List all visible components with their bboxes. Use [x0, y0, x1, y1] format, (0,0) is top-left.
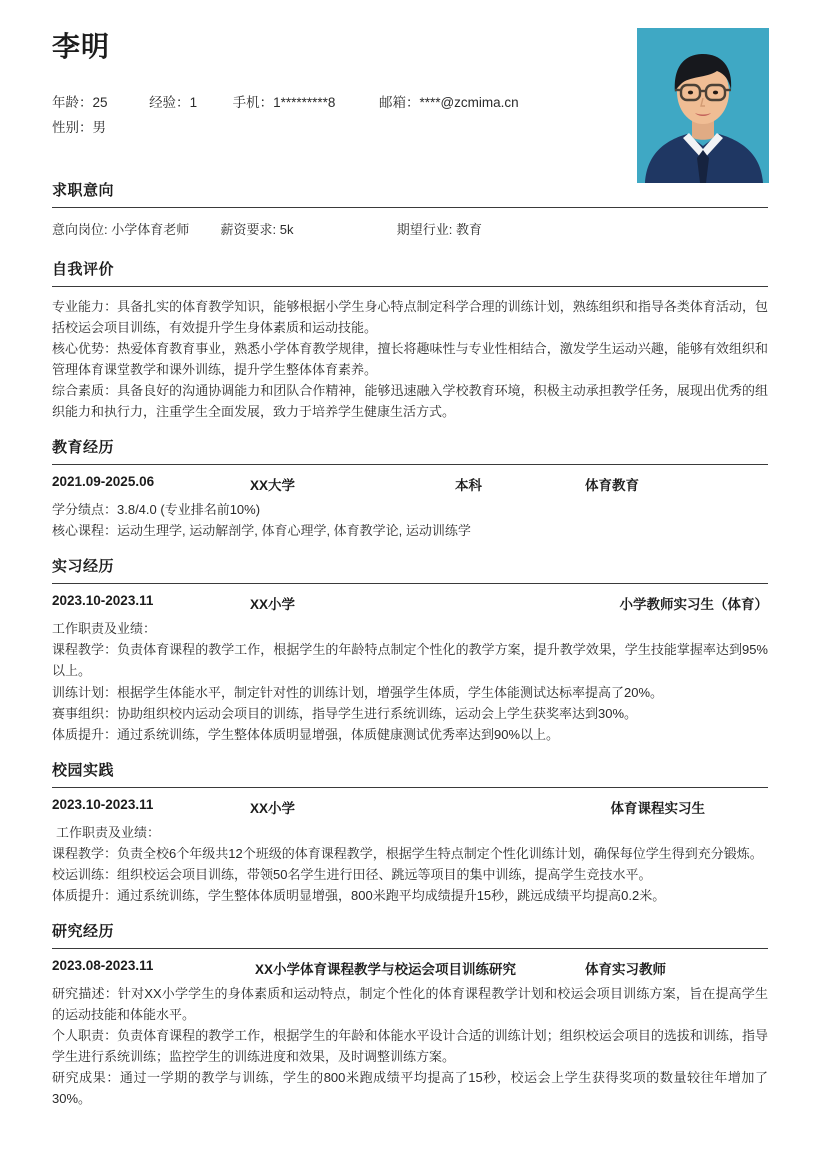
gender-label: 性别：	[52, 120, 93, 136]
email-field	[379, 90, 519, 116]
intent-salary-label: 薪资要求:	[220, 222, 277, 237]
section-divider	[52, 948, 768, 949]
section-divider	[52, 583, 768, 584]
internship-item: 训练计划：根据学生体能水平，制定针对性的训练计划，增强学生体质，学生体能测试达标率提高了20%。	[52, 684, 664, 700]
section-title-job-intent: 求职意向	[52, 182, 115, 199]
internship-entry-row	[52, 593, 768, 615]
section-divider	[52, 286, 768, 287]
internship-date: 2023.10-2023.11	[52, 593, 154, 609]
internship-item: 赛事组织：协助组织校内运动会项目的训练，指导学生进行系统训练，运动会上学生获奖率达到30%。	[52, 705, 638, 721]
email-value: ****@zcmima.cn	[419, 94, 519, 110]
experience-label: 经验：	[149, 94, 190, 110]
research-entry-row	[52, 958, 768, 980]
research-role: 体育实习教师	[585, 961, 666, 977]
age-value: 25	[92, 94, 108, 110]
phone-field	[233, 90, 336, 116]
education-date: 2021.09-2025.06	[52, 474, 155, 490]
section-divider	[52, 787, 768, 788]
internship-org: XX小学	[250, 597, 296, 613]
education-degree: 本科	[455, 478, 482, 494]
campus-practice-item: 课程教学：负责全校6个年级共12个班级的体育课程教学，根据学生特点制定个性化训练计划，确保每位学生得到充分锻炼。	[52, 845, 763, 861]
self-evaluation-paragraph: 专业能力：具备扎实的体育教学知识，能够根据小学生身心特点制定科学合理的训练计划，熟练组织和指导各类体育活动，包括校运会项目训练，有效提升学生身体素质和运动技能。	[52, 299, 768, 336]
section-campus-practice	[52, 759, 768, 906]
section-job-intent	[52, 179, 768, 244]
education-gpa: 学分绩点：3.8/4.0 (专业排名前10%)	[52, 502, 261, 518]
section-title-self-evaluation: 自我评价	[52, 261, 115, 278]
candidate-name: 李明	[52, 31, 111, 62]
job-intent-row	[52, 217, 768, 244]
intent-position-label: 意向岗位:	[52, 222, 108, 237]
experience-field	[149, 90, 197, 116]
phone-value: 1*********8	[273, 94, 336, 110]
intent-salary-value: 5k	[279, 222, 294, 237]
intent-industry-value: 教育	[456, 222, 483, 237]
section-internship	[52, 555, 768, 744]
campus-practice-date: 2023.10-2023.11	[52, 796, 154, 812]
candidate-photo	[637, 28, 769, 183]
portrait-illustration	[637, 28, 769, 183]
research-item: 研究成果：通过一学期的教学与训练，学生的800米跑成绩平均提高了15秒，校运会上学生获得奖项的数量较往年增加了30%。	[52, 1070, 768, 1107]
intent-position-value: 小学体育老师	[111, 222, 190, 237]
section-divider	[52, 464, 768, 465]
internship-item: 体质提升：通过系统训练，学生整体体质明显增强，体质健康测试优秀率达到90%以上。	[52, 726, 560, 742]
self-evaluation-paragraph: 核心优势：热爱体育教育事业，熟悉小学体育教学规律，擅长将趣味性与专业性相结合，激发学生运动兴趣，能够有效组织和管理体育课堂教学和课外训练，提升学生整体体育素养。	[52, 341, 768, 378]
resume-header	[52, 0, 768, 165]
internship-item: 课程教学：负责体育课程的教学工作，根据学生的年龄特点制定个性化的教学方案，提升教学效果，学生技能掌握率达到95%以上。	[52, 642, 768, 679]
email-label: 邮箱：	[378, 94, 420, 110]
experience-value: 1	[189, 94, 198, 110]
age-label: 年龄：	[52, 94, 93, 110]
education-major: 体育教育	[585, 478, 639, 494]
internship-role: 小学教师实习生（体育）	[619, 597, 768, 613]
education-courses: 核心课程：运动生理学, 运动解剖学, 体育心理学, 体育教学论, 运动训练学	[52, 523, 471, 539]
section-research	[52, 920, 768, 1109]
self-evaluation-paragraph: 综合素质：具备良好的沟通协调能力和团队合作精神，能够迅速融入学校教育环境，积极主动承担教学任务，展现出优秀的组织能力和执行力，注重学生全面发展，致力于培养学生健康生活方式。	[52, 383, 768, 420]
section-title-campus-practice: 校园实践	[52, 761, 115, 779]
research-project: XX小学体育课程教学与校运会项目训练研究	[255, 961, 517, 977]
research-date: 2023.08-2023.11	[52, 957, 154, 973]
gender-field	[52, 115, 106, 141]
section-self-evaluation	[52, 258, 768, 422]
research-item: 个人职责：负责体育课程的教学工作，根据学生的年龄和体能水平设计合适的训练计划；组织校运会项目的选拔和训练，指导学生进行系统训练；监控学生的训练进度和效果，及时调整训练方案。	[52, 1027, 768, 1064]
campus-practice-role: 体育课程实习生	[610, 800, 705, 816]
section-title-internship: 实习经历	[52, 558, 115, 576]
campus-practice-item: 体质提升：通过系统训练，学生整体体质明显增强，800米跑平均成绩提升15秒，跳远成绩平均提高0.2米。	[52, 887, 666, 903]
section-title-research: 研究经历	[52, 922, 115, 940]
research-item: 研究描述：针对XX小学学生的身体素质和运动特点，制定个性化的体育课程教学计划和校运会项目训练方案，旨在提高学生的运动技能和体能水平。	[52, 985, 768, 1022]
campus-practice-item: 校运训练：组织校运会项目训练，带领50名学生进行田径、跳远等项目的集中训练，提高学生竞技水平。	[52, 866, 652, 882]
section-title-education: 教育经历	[52, 439, 115, 457]
internship-duty-header: 工作职责及业绩：	[52, 621, 157, 637]
education-entry-row	[52, 474, 768, 496]
phone-label: 手机：	[232, 94, 274, 110]
education-school: XX大学	[250, 478, 296, 494]
campus-practice-duty-header: 工作职责及业绩：	[56, 824, 161, 840]
section-education	[52, 436, 768, 541]
gender-value: 男	[92, 120, 106, 136]
campus-practice-entry-row	[52, 797, 768, 819]
age-field	[52, 90, 108, 116]
campus-practice-org: XX小学	[250, 800, 296, 816]
intent-industry-label: 期望行业:	[396, 222, 453, 237]
section-divider	[52, 207, 768, 208]
